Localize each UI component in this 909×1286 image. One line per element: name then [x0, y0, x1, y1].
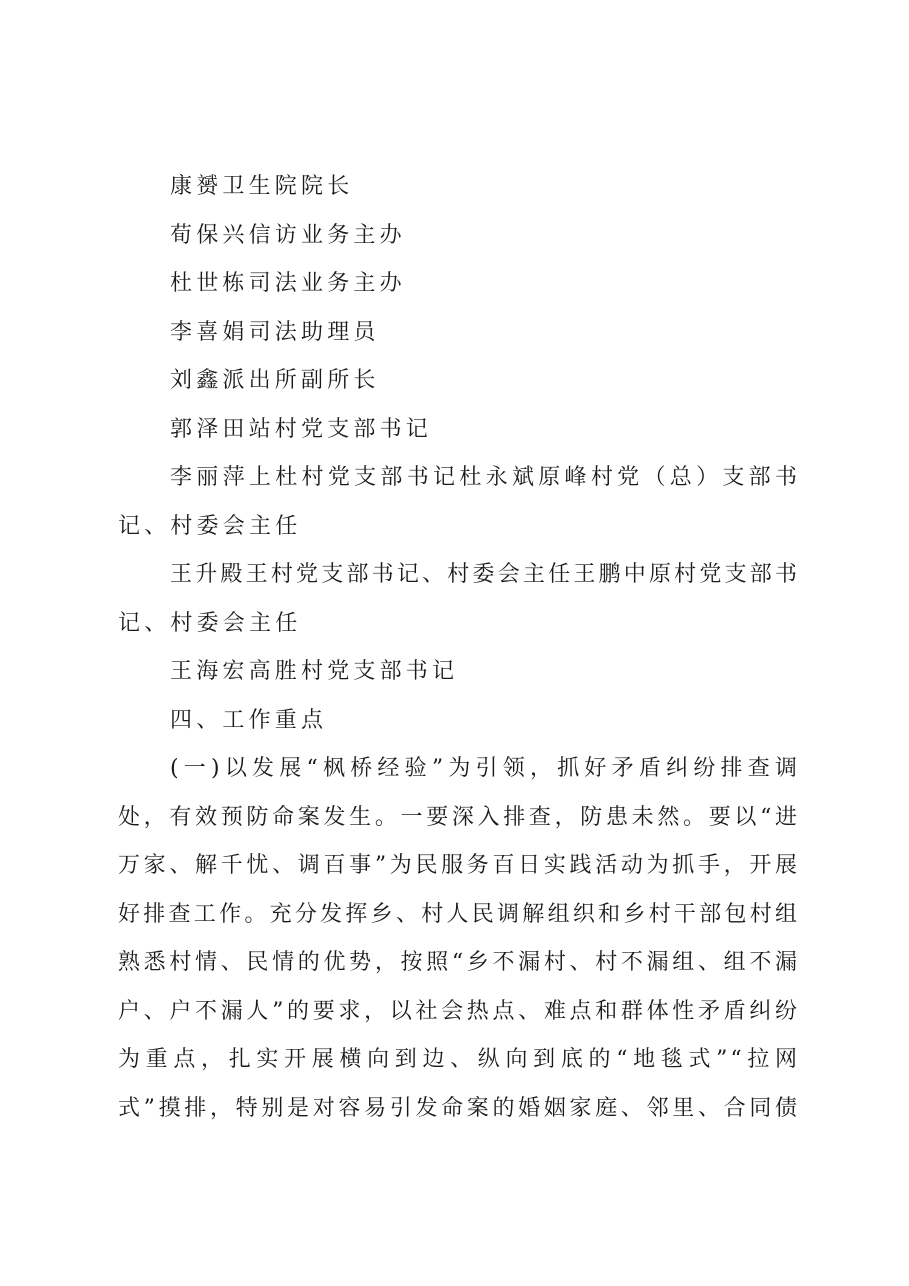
text-line: 李丽萍上杜村党支部书记杜永斌原峰村党（总）支部书	[170, 465, 800, 490]
text-line: 四、工作重点	[170, 707, 328, 733]
text-line: 好排查工作。充分发挥乡、村人民调解组织和乡村干部包村组	[118, 901, 800, 927]
text-line: 式”摸排，特别是对容易引发命案的婚姻家庭、邻里、合同债	[118, 1095, 800, 1121]
text-line: 熟悉村情、民情的优势，按照“乡不漏村、村不漏组、组不漏	[118, 950, 800, 975]
text-line: 户、户不漏人”的要求，以社会热点、难点和群体性矛盾纠纷	[118, 998, 800, 1024]
text-line: (一)以发展“枫桥经验”为引领，抓好矛盾纠纷排查调	[170, 756, 800, 781]
text-line: 记、村委会主任	[118, 610, 302, 636]
text-line: 记、村委会主任	[118, 513, 302, 539]
text-line: 王升殿王村党支部书记、村委会主任王鹏中原村党支部书	[170, 562, 800, 587]
document-body	[118, 163, 800, 1133]
text-line: 郭泽田站村党支部书记	[170, 416, 433, 442]
text-line: 万家、解千忧、调百事”为民服务百日实践活动为抓手，开展	[118, 853, 800, 878]
text-line: 杜世栋司法业务主办	[170, 271, 406, 296]
text-line: 处，有效预防命案发生。一要深入排查，防患未然。要以“进	[118, 804, 800, 830]
text-line: 刘鑫派出所副所长	[170, 368, 380, 393]
text-line: 李喜娟司法助理员	[170, 319, 380, 345]
text-line: 荀保兴信访业务主办	[170, 222, 406, 248]
text-line: 为重点，扎实开展横向到边、纵向到底的“地毯式”“拉网	[118, 1047, 800, 1072]
text-line: 王海宏高胜村党支部书记	[170, 659, 459, 684]
text-line: 康赟卫生院院长	[170, 174, 354, 199]
